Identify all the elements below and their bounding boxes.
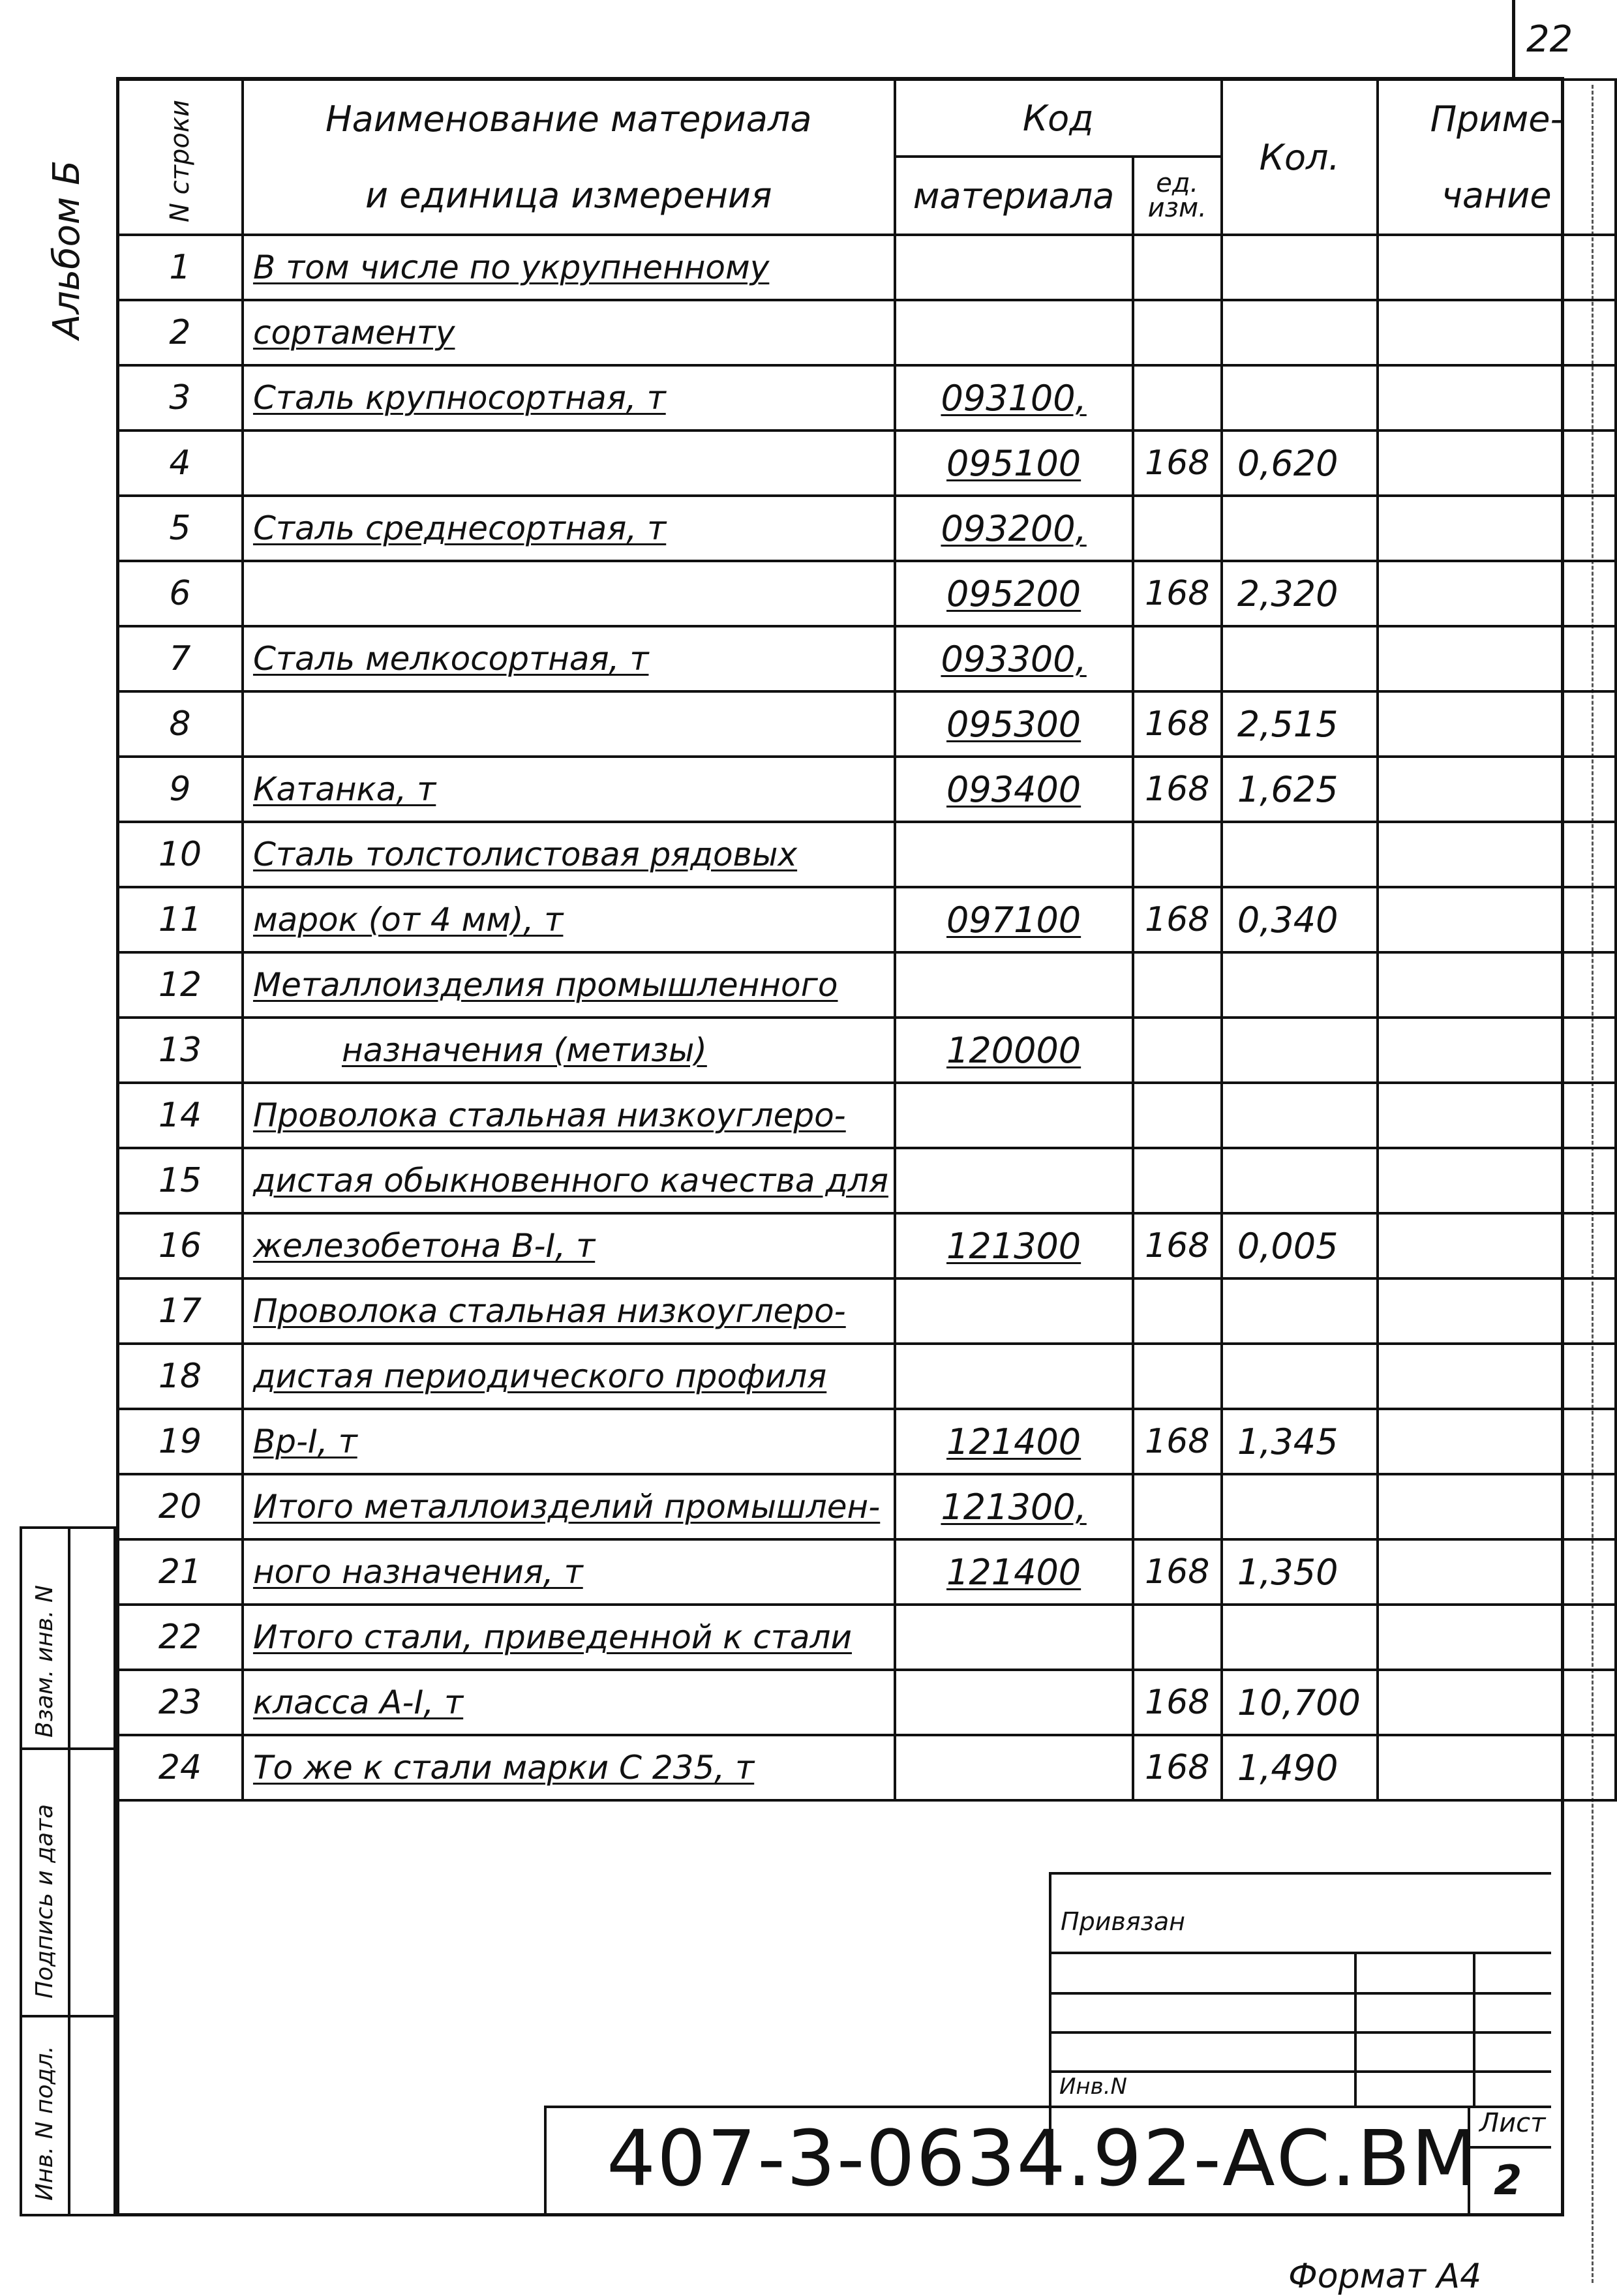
material-name-cell: [243, 1278, 895, 1344]
row-number: 11: [158, 900, 202, 939]
row-number-cell: [117, 1735, 243, 1800]
material-name-cell: [243, 1409, 895, 1474]
row-number-cell: [117, 1018, 243, 1083]
row-number: 21: [158, 1552, 202, 1592]
material-name-cell: [243, 952, 895, 1018]
material-name: дистая обыкновенного качества для: [252, 1162, 888, 1200]
material-name-cell: [243, 1539, 895, 1605]
material-name-cell: [243, 1735, 895, 1800]
quantity-cell: [1222, 1539, 1378, 1605]
table-row: [117, 1605, 1616, 1670]
note-cell: [1378, 1670, 1616, 1735]
material-code-cell: [895, 1018, 1133, 1083]
row-number-cell: [117, 626, 243, 691]
material-code: 095100: [946, 442, 1081, 484]
material-name: Сталь мелкосортная, т: [252, 640, 649, 678]
table-row: [117, 1018, 1616, 1083]
row-number: 8: [169, 704, 191, 744]
unit-code-cell: [1133, 1409, 1222, 1474]
table-row: [117, 1083, 1616, 1148]
unit-code-cell: [1133, 561, 1222, 626]
material-name: Катанка, т: [252, 770, 436, 808]
unit-code: 168: [1145, 574, 1210, 613]
page-corner-line: [1512, 0, 1515, 77]
material-code: 093200,: [941, 507, 1087, 549]
row-number-cell: [117, 691, 243, 757]
row-number: 2: [169, 313, 191, 352]
quantity-cell: [1222, 1148, 1378, 1213]
note-cell: [1378, 1409, 1616, 1474]
note-cell: [1378, 300, 1616, 365]
row-number-cell: [117, 1344, 243, 1409]
quantity-cell: [1222, 496, 1378, 561]
row-number: 3: [169, 378, 191, 417]
material-name: В том числе по укрупненному: [252, 249, 770, 286]
page-number: 22: [1526, 18, 1573, 61]
unit-code-cell: [1133, 1474, 1222, 1539]
material-name-cell: [243, 496, 895, 561]
row-number: 12: [158, 965, 202, 1004]
material-name: назначения (метизы): [341, 1031, 707, 1069]
title-block-vline: [1354, 1952, 1357, 2107]
row-number-cell: [117, 430, 243, 496]
note-cell: [1378, 1539, 1616, 1605]
material-code: 093300,: [941, 638, 1087, 680]
table-row: [117, 1278, 1616, 1344]
sheet-number: 2: [1494, 2156, 1522, 2204]
quantity-cell: [1222, 887, 1378, 952]
material-specification-table: [116, 78, 1617, 1802]
note-cell: [1378, 691, 1616, 757]
quantity: 2,320: [1237, 573, 1338, 614]
material-name-cell: [243, 1474, 895, 1539]
material-name-cell: [243, 1670, 895, 1735]
unit-code: 168: [1145, 1748, 1210, 1787]
note-cell: [1378, 1605, 1616, 1670]
table-row: [117, 430, 1616, 496]
note-cell: [1378, 1018, 1616, 1083]
row-number: 20: [158, 1487, 202, 1526]
material-code: 097100: [946, 899, 1081, 941]
material-name: марок (от 4 мм), т: [252, 901, 564, 939]
unit-code-cell: [1133, 887, 1222, 952]
material-name-cell: [243, 300, 895, 365]
material-code: 093100,: [941, 377, 1087, 419]
table-row: [117, 952, 1616, 1018]
row-number: 10: [158, 835, 202, 874]
quantity: 1,490: [1237, 1747, 1338, 1789]
unit-code: 168: [1145, 900, 1210, 939]
row-number: 22: [158, 1618, 202, 1657]
note-cell: [1378, 1083, 1616, 1148]
material-name-cell: [243, 1605, 895, 1670]
table-row: [117, 822, 1616, 887]
table-row: [117, 365, 1616, 430]
title-block-line: [1051, 1992, 1551, 1995]
row-number-cell: [117, 1278, 243, 1344]
header-code: Код: [895, 80, 1222, 157]
quantity: 1,345: [1237, 1421, 1338, 1462]
header-name-line2: и единица измерения: [243, 157, 895, 235]
material-code: 121300,: [941, 1486, 1087, 1528]
quantity-cell: [1222, 691, 1378, 757]
table-row: [117, 1148, 1616, 1213]
table-row: [117, 1409, 1616, 1474]
bound-label: Привязан: [1061, 1907, 1185, 1936]
unit-code-cell: [1133, 952, 1222, 1018]
quantity-cell: [1222, 1018, 1378, 1083]
table-body: [117, 235, 1616, 1800]
material-code-cell: [895, 496, 1133, 561]
material-name-cell: [243, 1018, 895, 1083]
left-stamp-strip: [20, 1526, 116, 2216]
material-code-cell: [895, 1409, 1133, 1474]
material-code-cell: [895, 952, 1133, 1018]
quantity-cell: [1222, 561, 1378, 626]
table-row: [117, 1344, 1616, 1409]
quantity: 1,350: [1237, 1551, 1338, 1593]
row-number: 16: [158, 1226, 202, 1265]
material-code-cell: [895, 757, 1133, 822]
note-cell: [1378, 1278, 1616, 1344]
material-name-cell: [243, 887, 895, 952]
row-number-cell: [117, 757, 243, 822]
material-code-cell: [895, 1670, 1133, 1735]
unit-code-cell: [1133, 235, 1222, 300]
quantity-cell: [1222, 626, 1378, 691]
table-row: [117, 691, 1616, 757]
material-name: Вр-I, т: [252, 1423, 357, 1460]
unit-code-cell: [1133, 1083, 1222, 1148]
table-row: [117, 235, 1616, 300]
material-name: класса А-I, т: [252, 1684, 464, 1721]
row-number: 7: [169, 639, 191, 678]
signature-date-label: Подпись и дата: [31, 1804, 58, 1999]
row-number-cell: [117, 235, 243, 300]
row-number-cell: [117, 1605, 243, 1670]
material-name: Металлоизделия промышленного: [252, 966, 838, 1004]
title-block-line: [1051, 1952, 1551, 1954]
quantity-cell: [1222, 235, 1378, 300]
strip-divider: [68, 1529, 70, 2214]
quantity-cell: [1222, 1735, 1378, 1800]
material-name-cell: [243, 822, 895, 887]
material-name: Итого стали, приведенной к стали: [252, 1618, 852, 1656]
quantity-cell: [1222, 365, 1378, 430]
unit-code: 168: [1145, 1422, 1210, 1461]
row-number: 1: [169, 248, 191, 287]
header-row-no: [117, 80, 243, 235]
row-number: 18: [158, 1357, 202, 1396]
row-number: 24: [158, 1748, 202, 1787]
header-code-unit-line2: изм.: [1147, 193, 1207, 223]
table-row: [117, 300, 1616, 365]
row-number: 6: [169, 574, 191, 613]
material-code-cell: [895, 1148, 1133, 1213]
unit-code-cell: [1133, 1344, 1222, 1409]
row-number: 14: [158, 1096, 202, 1135]
row-number-cell: [117, 1539, 243, 1605]
unit-code-cell: [1133, 1148, 1222, 1213]
row-number-cell: [117, 365, 243, 430]
row-number: 13: [158, 1031, 202, 1070]
material-code-cell: [895, 1213, 1133, 1278]
material-code-cell: [895, 300, 1133, 365]
row-number: 17: [158, 1292, 202, 1331]
quantity: 0,005: [1237, 1225, 1338, 1267]
quantity: 0,340: [1237, 899, 1338, 941]
material-name-cell: [243, 561, 895, 626]
unit-code: 168: [1145, 1683, 1210, 1722]
material-name-cell: [243, 1083, 895, 1148]
unit-code-cell: [1133, 626, 1222, 691]
unit-code-cell: [1133, 496, 1222, 561]
material-name-cell: [243, 1344, 895, 1409]
table-row: [117, 887, 1616, 952]
header-note-line1: Приме-: [1378, 80, 1616, 157]
material-code: 121400: [946, 1421, 1081, 1462]
material-name: дистая периодического профиля: [252, 1357, 827, 1395]
row-number-cell: [117, 1409, 243, 1474]
inv-original-label: Инв. N подл.: [31, 2046, 58, 2201]
unit-code: 168: [1145, 1226, 1210, 1265]
row-number-cell: [117, 1083, 243, 1148]
quantity: 0,620: [1237, 442, 1338, 484]
material-name-cell: [243, 757, 895, 822]
unit-code-cell: [1133, 1213, 1222, 1278]
quantity-cell: [1222, 952, 1378, 1018]
quantity-cell: [1222, 1474, 1378, 1539]
row-number: 4: [169, 444, 191, 483]
material-name: Сталь среднесортная, т: [252, 509, 667, 547]
row-number-cell: [117, 496, 243, 561]
unit-code: 168: [1145, 444, 1210, 483]
row-number-cell: [117, 887, 243, 952]
album-label: Альбом Б: [46, 160, 88, 339]
unit-code-cell: [1133, 691, 1222, 757]
title-block-line: [1051, 2070, 1551, 2073]
material-code-cell: [895, 365, 1133, 430]
material-code-cell: [895, 430, 1133, 496]
table-row: [117, 496, 1616, 561]
note-cell: [1378, 887, 1616, 952]
note-cell: [1378, 757, 1616, 822]
material-code-cell: [895, 1539, 1133, 1605]
material-code-cell: [895, 1344, 1133, 1409]
unit-code-cell: [1133, 365, 1222, 430]
material-name-cell: [243, 691, 895, 757]
unit-code-cell: [1133, 757, 1222, 822]
unit-code-cell: [1133, 1670, 1222, 1735]
title-block-vline: [1473, 1952, 1475, 2107]
unit-code-cell: [1133, 822, 1222, 887]
header-note-line2: чание: [1378, 157, 1616, 235]
row-number-cell: [117, 561, 243, 626]
quantity-cell: [1222, 1605, 1378, 1670]
quantity: 1,625: [1237, 768, 1338, 810]
header-quantity: Кол.: [1222, 80, 1378, 235]
material-code-cell: [895, 822, 1133, 887]
document-designation: 407-3-0634.92-АС.ВМ: [607, 2113, 1479, 2203]
material-code-cell: [895, 626, 1133, 691]
material-name: железобетона В-I, т: [252, 1227, 596, 1265]
note-cell: [1378, 235, 1616, 300]
note-cell: [1378, 1474, 1616, 1539]
row-number: 15: [158, 1161, 202, 1200]
header-row-no-text: N строки: [164, 99, 195, 222]
note-cell: [1378, 822, 1616, 887]
quantity-cell: [1222, 757, 1378, 822]
strip-row-divider: [22, 1747, 113, 1750]
note-cell: [1378, 430, 1616, 496]
sheet-divider: [1468, 2146, 1551, 2149]
material-code: 095200: [946, 573, 1081, 614]
material-name: ного назначения, т: [252, 1553, 583, 1591]
material-name-cell: [243, 1213, 895, 1278]
note-cell: [1378, 561, 1616, 626]
format-label: Формат А4: [1288, 2257, 1482, 2296]
quantity-cell: [1222, 1344, 1378, 1409]
material-code-cell: [895, 561, 1133, 626]
table-row: [117, 626, 1616, 691]
table-row: [117, 561, 1616, 626]
quantity-cell: [1222, 1083, 1378, 1148]
header-code-material: материала: [895, 157, 1133, 235]
material-code: 095300: [946, 703, 1081, 745]
note-cell: [1378, 496, 1616, 561]
material-code-cell: [895, 1605, 1133, 1670]
header-code-unit-line1: ед.: [1156, 168, 1199, 198]
unit-code: 168: [1145, 1552, 1210, 1592]
row-number-cell: [117, 300, 243, 365]
material-code-cell: [895, 691, 1133, 757]
material-name-cell: [243, 1148, 895, 1213]
material-name: Проволока стальная низкоуглеро-: [252, 1292, 846, 1330]
material-code-cell: [895, 1735, 1133, 1800]
quantity: 10,700: [1237, 1682, 1361, 1723]
material-name: Сталь крупносортная, т: [252, 379, 666, 417]
material-name: Проволока стальная низкоуглеро-: [252, 1096, 846, 1134]
note-cell: [1378, 952, 1616, 1018]
material-name: То же к стали марки С 235, т: [252, 1749, 755, 1787]
material-code-cell: [895, 1474, 1133, 1539]
material-code: 120000: [946, 1029, 1081, 1071]
material-name-cell: [243, 235, 895, 300]
material-name: Итого металлоизделий промышлен-: [252, 1488, 881, 1526]
material-name: сортаменту: [252, 314, 455, 352]
row-number-cell: [117, 1213, 243, 1278]
material-name-cell: [243, 626, 895, 691]
quantity-cell: [1222, 822, 1378, 887]
row-number-cell: [117, 1148, 243, 1213]
quantity-cell: [1222, 430, 1378, 496]
sheet-label: Лист: [1479, 2108, 1546, 2138]
table-row: [117, 1735, 1616, 1800]
row-number-cell: [117, 1474, 243, 1539]
replace-inv-label: Взам. инв. N: [31, 1585, 58, 1738]
unit-code: 168: [1145, 770, 1210, 809]
unit-code-cell: [1133, 430, 1222, 496]
row-number-cell: [117, 822, 243, 887]
table-row: [117, 757, 1616, 822]
material-name: Сталь толстолистовая рядовых: [252, 836, 798, 873]
table-row: [117, 1539, 1616, 1605]
table-row: [117, 1474, 1616, 1539]
table-row: [117, 1670, 1616, 1735]
material-code: 121300: [946, 1225, 1081, 1267]
quantity: 2,515: [1237, 703, 1338, 745]
material-code: 121400: [946, 1551, 1081, 1593]
quantity-cell: [1222, 1213, 1378, 1278]
unit-code-cell: [1133, 1278, 1222, 1344]
material-code-cell: [895, 1083, 1133, 1148]
strip-row-divider: [22, 2015, 113, 2017]
note-cell: [1378, 1344, 1616, 1409]
row-number-cell: [117, 1670, 243, 1735]
quantity-cell: [1222, 300, 1378, 365]
note-cell: [1378, 1148, 1616, 1213]
row-number: 23: [158, 1683, 202, 1722]
unit-code: 168: [1145, 704, 1210, 744]
row-number-cell: [117, 952, 243, 1018]
note-cell: [1378, 626, 1616, 691]
note-cell: [1378, 365, 1616, 430]
material-code-cell: [895, 235, 1133, 300]
unit-code-cell: [1133, 1018, 1222, 1083]
row-number: 19: [158, 1422, 202, 1461]
unit-code-cell: [1133, 1735, 1222, 1800]
quantity-cell: [1222, 1409, 1378, 1474]
row-number: 9: [169, 770, 191, 809]
unit-code-cell: [1133, 300, 1222, 365]
unit-code-cell: [1133, 1539, 1222, 1605]
title-block-line: [1051, 2031, 1551, 2034]
note-cell: [1378, 1735, 1616, 1800]
header-name-line1: Наименование материала: [243, 80, 895, 157]
table-row: [117, 1213, 1616, 1278]
header-code-unit: [1133, 157, 1222, 235]
quantity-cell: [1222, 1278, 1378, 1344]
material-code-cell: [895, 1278, 1133, 1344]
row-number: 5: [169, 509, 191, 548]
quantity-cell: [1222, 1670, 1378, 1735]
material-name-cell: [243, 430, 895, 496]
note-cell: [1378, 1213, 1616, 1278]
inv-label: Инв.N: [1059, 2074, 1127, 2100]
material-code-cell: [895, 887, 1133, 952]
material-code: 093400: [946, 768, 1081, 810]
material-name-cell: [243, 365, 895, 430]
unit-code-cell: [1133, 1605, 1222, 1670]
